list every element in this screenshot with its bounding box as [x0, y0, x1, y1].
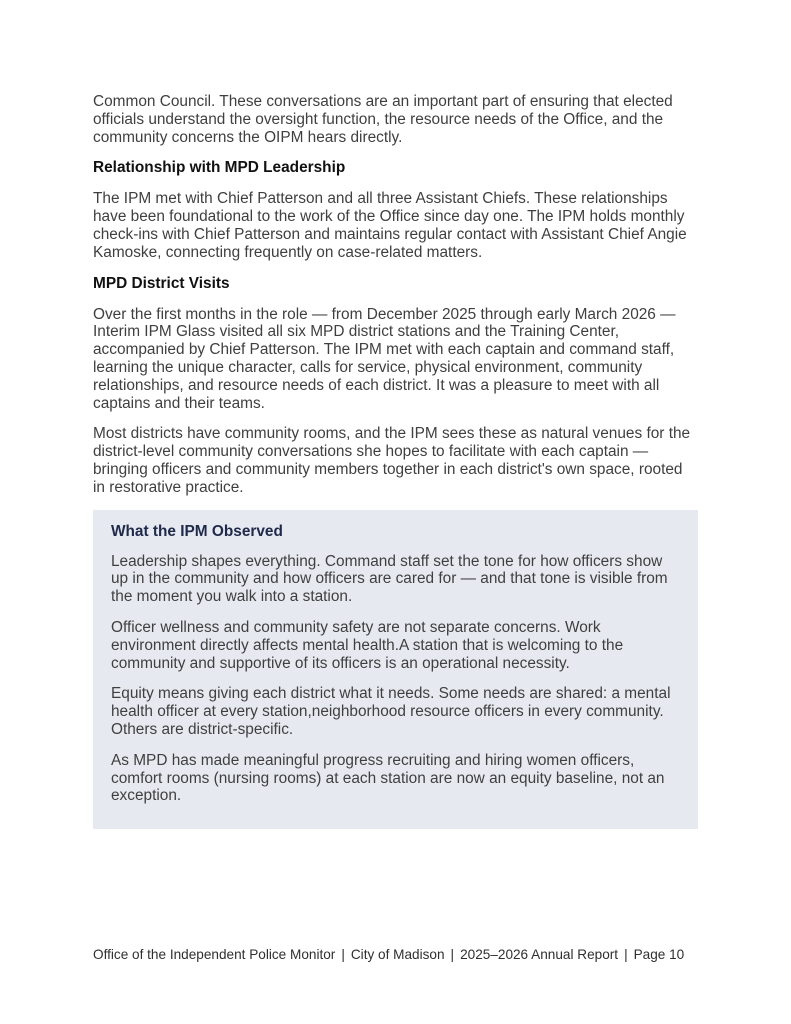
page-content — [93, 93, 698, 829]
observations-callout-box — [93, 510, 698, 830]
callout-title: What the IPM Observed — [111, 522, 283, 540]
callout-paragraph-equity: Equity means giving each district what it needs. Some needs are shared: a mental health officer at every station,neighborhood resource officers in every community. Others are district-specific. — [111, 685, 671, 738]
callout-paragraph-wellness: Officer wellness and community safety are not separate concerns. Work environment directly affects mental health.A station that is welcoming to the community and supportive of its officers is an operational necessity. — [111, 618, 624, 672]
callout-paragraph-leadership: Leadership shapes everything. Command staff set the tone for how officers show up in the community and how officers are cared for — and that tone is visible from the moment you walk into a station. — [111, 552, 668, 606]
footer-separator: | — [450, 947, 455, 962]
intro-paragraph: Common Council. These conversations are an important part of ensuring that elected officials understand the oversight function, the resource needs of the Office, and the community concerns the OIPM hears directly. — [93, 93, 673, 146]
footer-city: City of Madison — [350, 947, 445, 962]
district-visits-heading: MPD District Visits — [93, 274, 230, 292]
footer-page-number: Page 10 — [633, 947, 685, 962]
callout-paragraph-comfort-rooms: As MPD has made meaningful progress recruiting and hiring women officers, comfort rooms (nursing rooms) at each station are now an equity baseline, not an exception. — [111, 751, 665, 805]
district-visits-paragraph-2: Most districts have community rooms, and the IPM sees these as natural venues for the district-level community conversations she hopes to facilitate with each captain — bringing officers and community members together in each district's own space, rooted in restorative practice. — [93, 425, 691, 496]
district-visits-paragraph-1: Over the first months in the role — from December 2025 through early March 2026 — Interim IPM Glass visited all six MPD district stations and the Training Center, accompanied by Chief Patterson. The IPM met with each captain and command staff, learning the unique character, calls for service, physical environment, community relationships, and resource needs of each district. It was a pleasure to meet with all captains and their teams. — [93, 305, 676, 412]
footer-separator: | — [341, 947, 345, 962]
footer-separator: | — [624, 947, 628, 962]
page-footer — [93, 946, 713, 963]
footer-office: Office of the Independent Police Monitor — [93, 947, 336, 962]
leadership-paragraph: The IPM met with Chief Patterson and all three Assistant Chiefs. These relationships have been foundational to the work of the Office since day one. The IPM holds monthly check-ins with Chief Patterson and maintains regular contact with Assistant Chief Angie Kamoske, connecting frequently on case-related matters. — [93, 190, 687, 261]
leadership-heading: Relationship with MPD Leadership — [93, 159, 346, 177]
footer-report: 2025–2026 Annual Report — [460, 947, 619, 962]
